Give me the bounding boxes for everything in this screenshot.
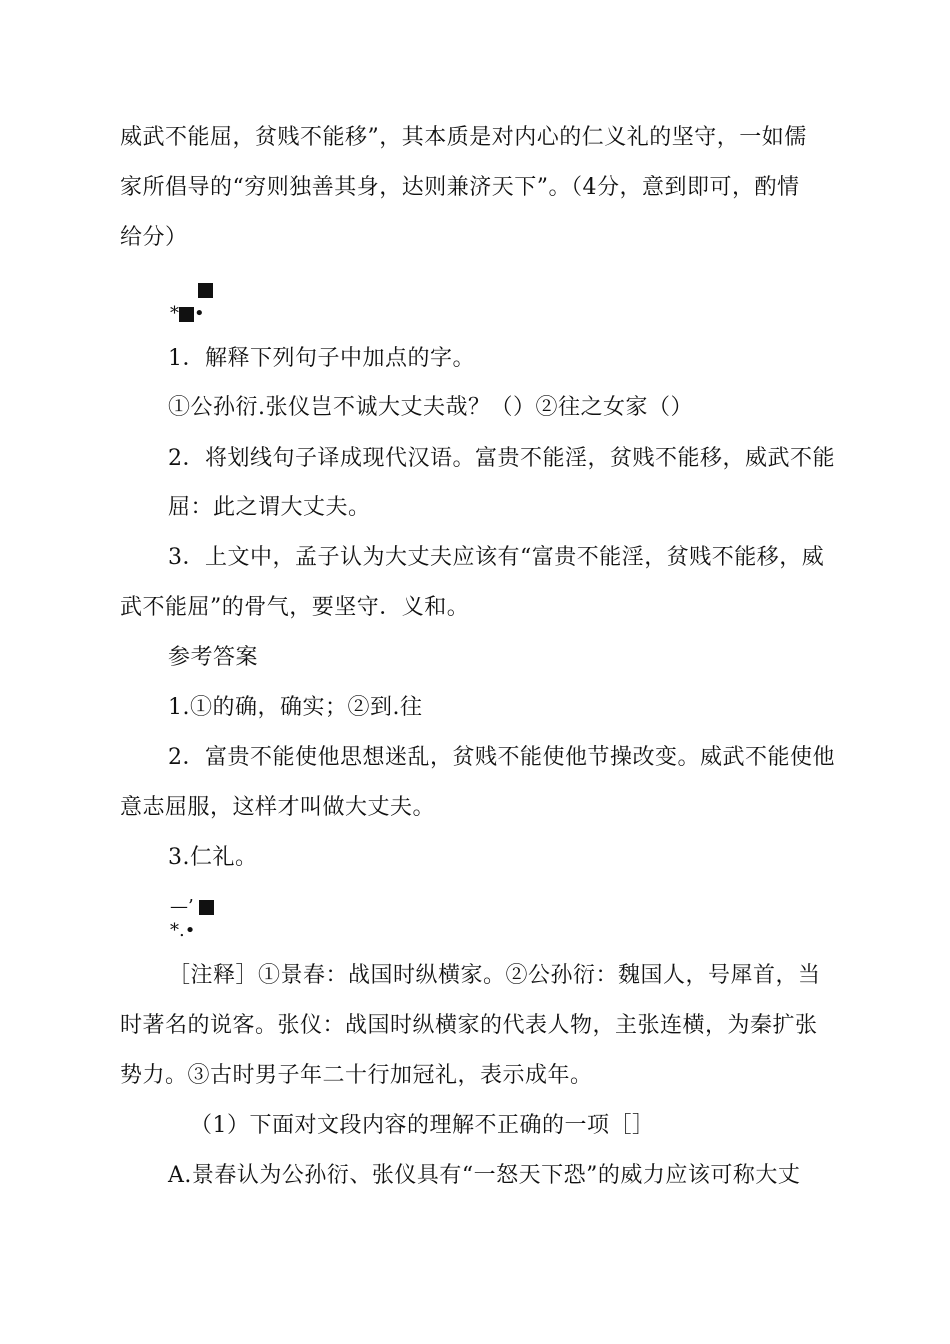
symbol-marker — [170, 921, 195, 941]
bullet-glyph: • — [194, 303, 205, 324]
dash-glyph: —’ — [170, 896, 194, 917]
answer-2-cont: 意志屈服，这样才叫做大丈夫。 — [120, 795, 436, 820]
text-line: 家所倡导的“穷则独善其身，达则兼济天下”。（4分，意到即可，酌情 — [120, 175, 800, 200]
text-line: 威武不能屈，贫贱不能移”，其本质是对内心的仁义礼的坚守，一如儒 — [120, 125, 807, 150]
answer-3: 3.仁礼。 — [168, 845, 258, 870]
block-marker — [198, 280, 213, 300]
asterisk-glyph: * — [170, 303, 179, 324]
question-3: 3．上文中，孟子认为大丈夫应该有“富贵不能淫，贫贱不能移，威 — [168, 545, 825, 570]
answer-1: 1.①的确，确实；②到.往 — [168, 695, 423, 720]
annotation-cont: 势力。③古时男子年二十行加冠礼，表示成年。 — [120, 1063, 593, 1088]
option-a: A.景春认为公孙衍、张仪具有“一怒天下恐”的威力应该可称大丈 — [168, 1163, 801, 1188]
sub-question-1: （1）下面对文段内容的理解不正确的一项［］ — [190, 1113, 655, 1138]
asterisk-dot-glyph: *.• — [170, 920, 196, 941]
answer-heading: 参考答案 — [168, 645, 259, 670]
question-1: 1．解释下列句子中加点的字。 — [168, 346, 475, 371]
symbol-marker — [170, 897, 214, 917]
annotation: ［注释］①景春：战国时纵横家。②公孙衍：魏国人，号犀首，当 — [168, 963, 821, 988]
text-line: 给分） — [120, 225, 188, 250]
answer-2: 2．富贵不能使他思想迷乱，贫贱不能使他节操改变。威武不能使他 — [168, 745, 835, 770]
black-square-icon — [198, 283, 213, 298]
question-1-items: ①公孙衍.张仪岂不诚大丈夫哉？（）②往之女家（） — [168, 395, 693, 420]
question-2: 2．将划线句子译成现代汉语。富贵不能淫，贫贱不能移，威武不能 — [168, 446, 835, 471]
question-3-cont: 武不能屈”的骨气，要坚守．义和。 — [120, 595, 470, 620]
black-square-icon — [199, 900, 214, 915]
symbol-marker — [170, 304, 205, 324]
annotation-cont: 时著名的说客。张仪：战国时纵横家的代表人物，主张连横，为秦扩张 — [120, 1013, 818, 1038]
black-square-icon — [179, 307, 194, 322]
question-2-cont: 屈：此之谓大丈夫。 — [168, 495, 371, 520]
